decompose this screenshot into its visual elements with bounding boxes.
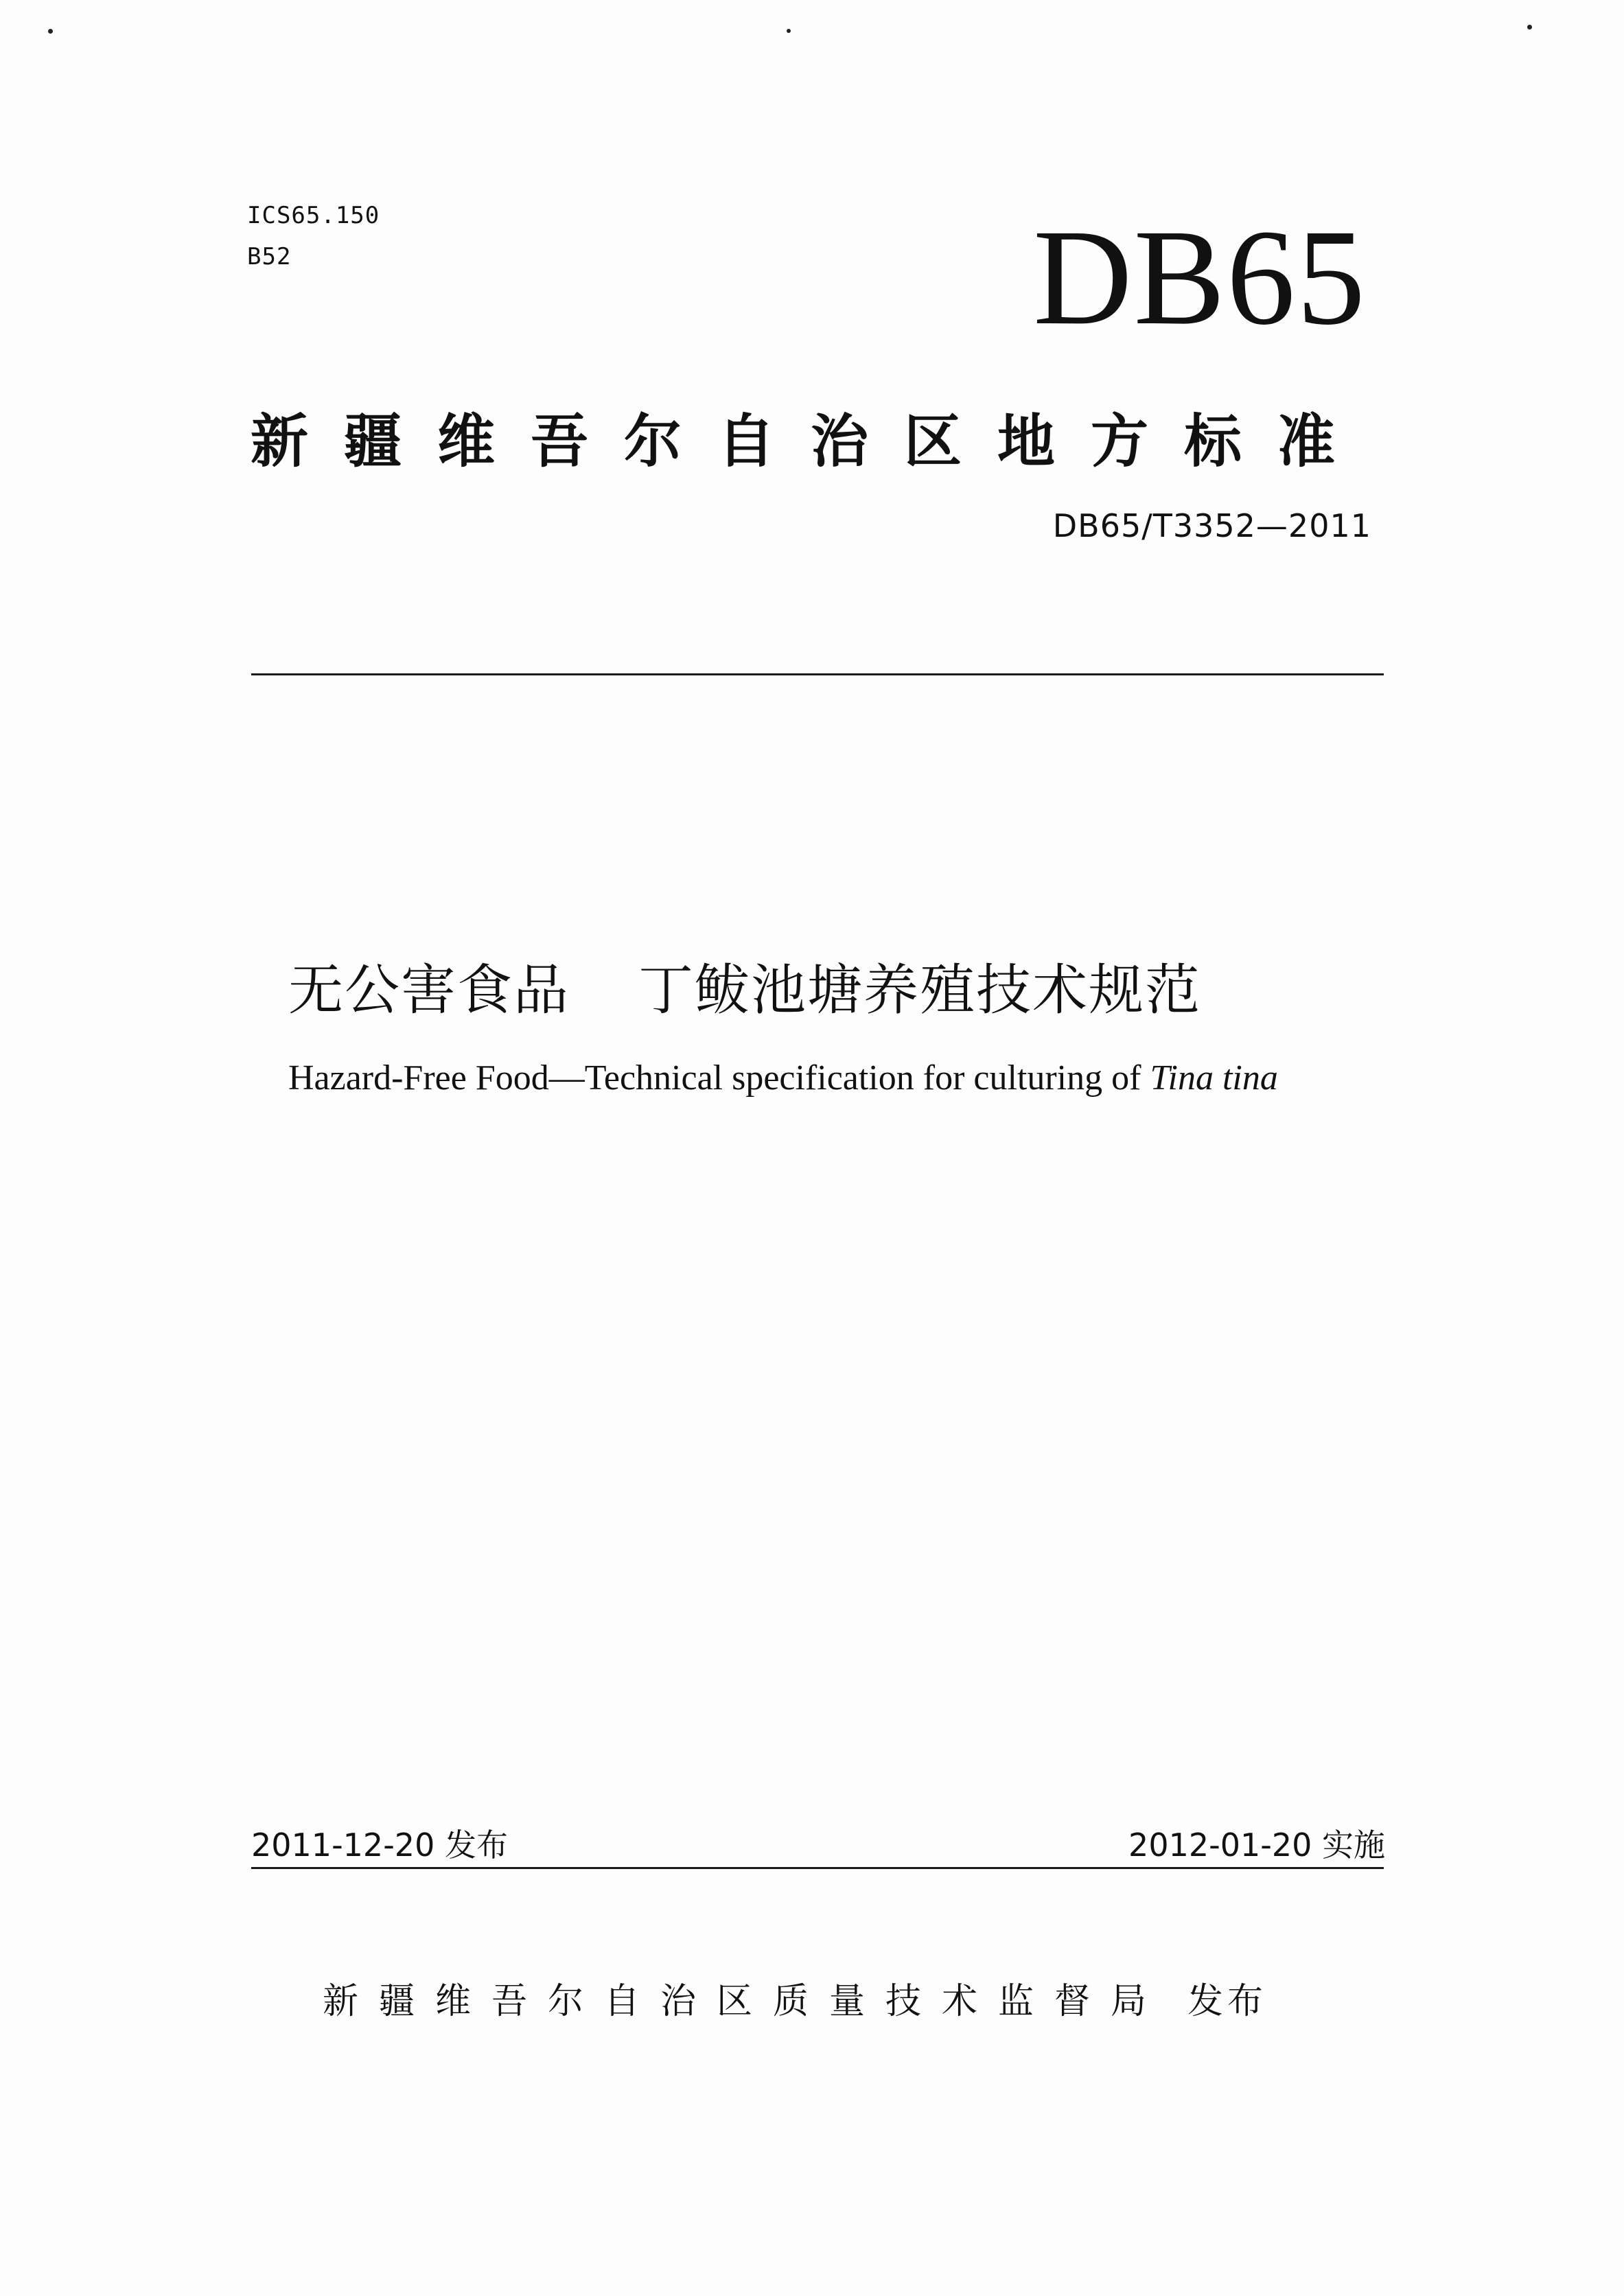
title-cn-category: 无公害食品 (288, 958, 570, 1022)
ccs-code: B52 (247, 243, 292, 270)
standard-type-title: 新疆维吾尔自治区地方标准 (251, 408, 1371, 475)
date-divider (251, 1867, 1384, 1869)
document-title-cn (288, 953, 1201, 1028)
scan-speck (787, 29, 791, 33)
publisher-organization: 新疆维吾尔自治区质量技术监督局 (323, 1981, 1168, 2022)
standard-number: DB65/T3352—2011 (1052, 507, 1371, 544)
document-title-en (288, 1054, 1278, 1102)
title-cn-subject: 丁鲅池塘养殖技术规范 (638, 958, 1201, 1022)
issue-date: 2011-12-20 发布 (251, 1827, 508, 1864)
title-en-species: Tina tina (1150, 1058, 1278, 1098)
publisher-action: 发布 (1187, 1981, 1268, 2022)
implementation-date: 2012-01-20 实施 (1128, 1827, 1385, 1864)
scan-speck (48, 29, 53, 34)
scan-speck (1527, 25, 1532, 30)
standard-mark: DB65 (1033, 202, 1367, 353)
ics-code: ICS65.150 (247, 202, 380, 229)
publisher-line (323, 1974, 1267, 2029)
title-en-main: Hazard-Free Food—Technical specification for culturing of (288, 1058, 1150, 1098)
classification-codes (247, 195, 380, 277)
header-divider (251, 673, 1384, 675)
